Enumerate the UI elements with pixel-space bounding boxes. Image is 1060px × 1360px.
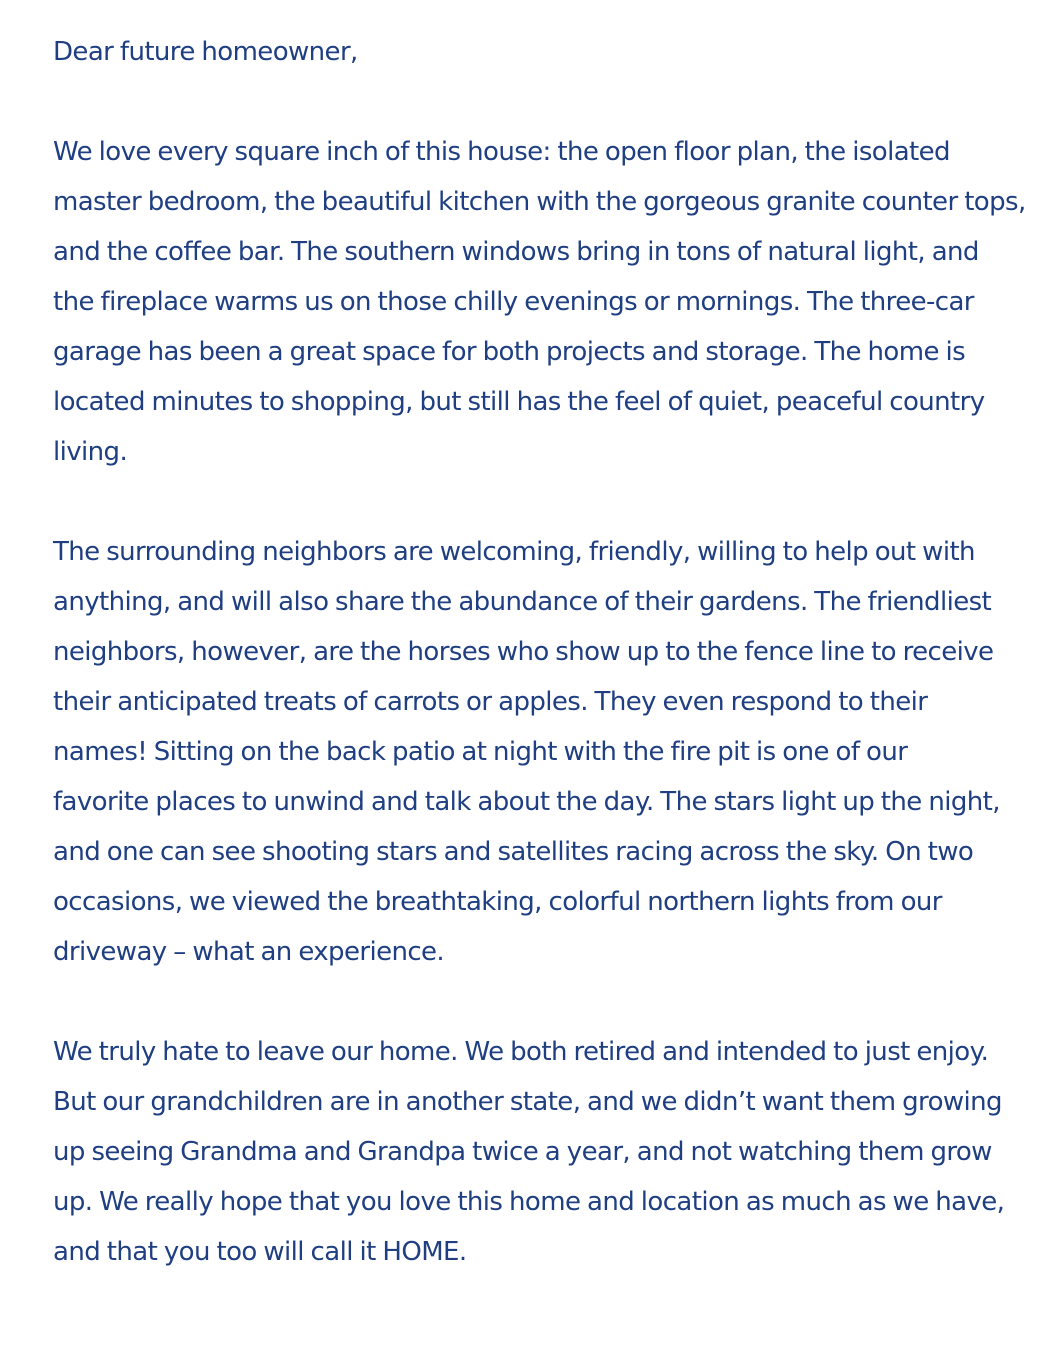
text-line: their anticipated treats of carrots or apples. They even respond to their [53,687,928,717]
text-line: neighbors, however, are the horses who show up to the fence line to receive [53,637,994,667]
text-line: and the coffee bar. The southern windows bring in tons of natural light, and [53,237,979,267]
text-line: We love every square inch of this house: the open floor plan, the isolated [53,137,950,167]
text-line: occasions, we viewed the breathtaking, colorful northern lights from our [53,887,942,917]
text-line: up. We really hope that you love this home and location as much as we have, [53,1187,1005,1217]
text-line: favorite places to unwind and talk about the day. The stars light up the night, [53,787,1000,817]
text-line: located minutes to shopping, but still has the feel of quiet, peaceful country [53,387,985,417]
text-line: up seeing Grandma and Grandpa twice a year, and not watching them grow [53,1137,992,1167]
paragraph-3 [53,1027,1005,1277]
salutation: Dear future homeowner, [53,37,358,67]
text-line: driveway – what an experience. [53,937,445,967]
text-line: anything, and will also share the abundance of their gardens. The friendliest [53,587,992,617]
text-line: and that you too will call it HOME. [53,1237,467,1267]
paragraph-2 [53,527,998,977]
text-line: But our grandchildren are in another state, and we didn’t want them growing [53,1087,1002,1117]
text-line: We truly hate to leave our home. We both retired and intended to just enjoy. [53,1037,989,1067]
paragraph-spacer [53,977,998,1027]
text-line: garage has been a great space for both projects and storage. The home is [53,337,966,367]
text-line: master bedroom, the beautiful kitchen with the gorgeous granite counter tops, [53,187,1026,217]
text-line: living. [53,437,128,467]
paragraph-1 [53,127,1026,477]
letter-body [53,27,1026,1277]
text-line: names! Sitting on the back patio at night with the fire pit is one of our [53,737,908,767]
text-line: the fireplace warms us on those chilly evenings or mornings. The three-car [53,287,974,317]
text-line: The surrounding neighbors are welcoming, friendly, willing to help out with [53,537,975,567]
paragraph-spacer [53,77,998,127]
text-line: and one can see shooting stars and satellites racing across the sky. On two [53,837,974,867]
paragraph-spacer [53,477,998,527]
